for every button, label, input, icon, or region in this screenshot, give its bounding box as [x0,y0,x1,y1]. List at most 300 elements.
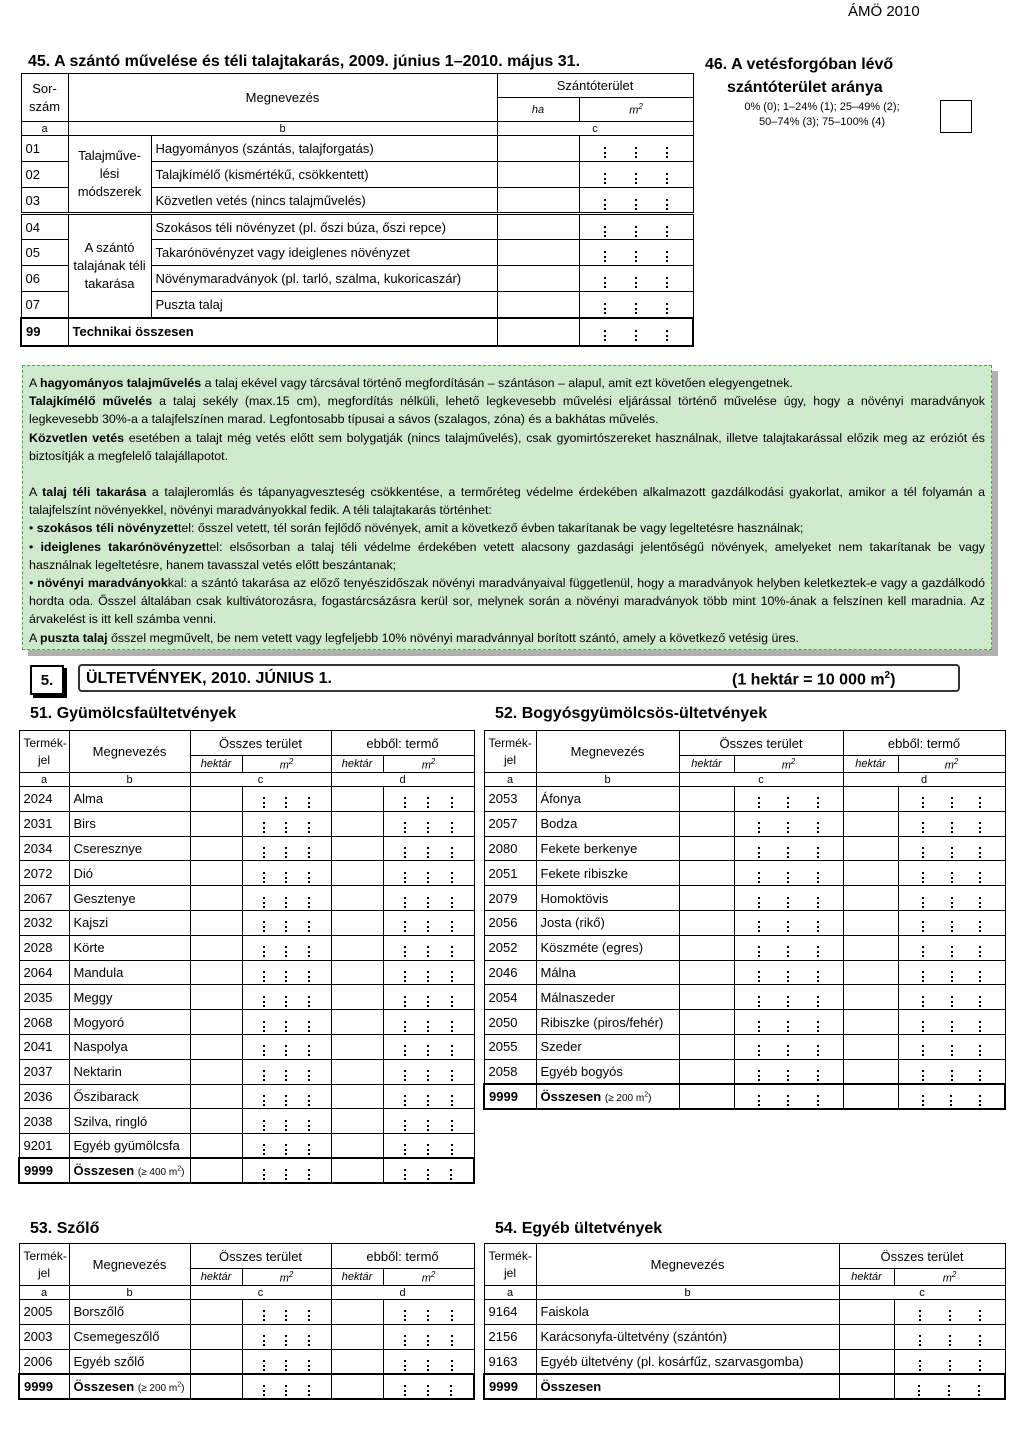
digit-separators [903,1037,1001,1056]
row-code: 03 [21,188,68,214]
hektar-input[interactable] [190,1349,242,1374]
product-name: Csemegeszőlő [69,1324,190,1349]
digit-separators [388,1302,470,1321]
hektar-input[interactable] [331,811,383,836]
m2-input[interactable] [734,787,843,812]
table-row [21,136,693,162]
ha-input[interactable] [497,214,579,240]
product-name: Kajszi [69,910,190,935]
m2-input[interactable] [898,861,1005,886]
hektar-input[interactable] [843,811,898,836]
unit-ha: ha [497,98,579,122]
unit-m2: $m^2$ [734,756,843,773]
unit-hektar: hektár [843,756,898,773]
digit-separators [388,1112,470,1131]
ratio-input-box[interactable] [940,100,972,133]
product-code: 9999 [19,1374,69,1399]
m2-input[interactable] [242,1300,331,1325]
m2-input[interactable] [383,1109,474,1134]
hektar-input[interactable] [679,836,734,861]
row-label: Technikai összesen [68,318,497,346]
hektar-input[interactable] [839,1349,894,1374]
m2-input[interactable] [734,910,843,935]
hektar-input[interactable] [190,1084,242,1109]
digit-separators [903,938,1001,957]
product-name: Dió [69,861,190,886]
m2-input[interactable] [242,861,331,886]
m2-input[interactable] [242,1084,331,1109]
hektar-input[interactable] [190,1109,242,1134]
hektar-input[interactable] [190,1034,242,1059]
product-name: Meggy [69,985,190,1010]
product-code: 2068 [19,1010,69,1035]
hektar-input[interactable] [331,1059,383,1084]
section-45-title: 45. A szántó művelése és téli talajtakarás, 2009. június 1–2010. május 31. [28,53,581,70]
def-maradvanyok: • növényi maradványokkal: a szántó takarása az előző tenyészidőszak növényi maradványaival függetlenül, hogy a maradványok helyben keletkeztek-e vagy a gazdálkodó hordta oda. Ősszel általában csak kultivátorozásra, fogastárcsázásra kerül sor, melynek során a növényi maradványok több mint 10%-ának a felszínen kell maradnia. Az árvakelést is itt kell számba venni. [29,576,985,627]
hektar-input[interactable] [190,935,242,960]
row-label: Közvetlen vetés (nincs talajművelés) [151,188,497,214]
product-name: Gesztenye [69,886,190,911]
col-osszes-terulet: Összes terület [839,1244,1005,1269]
hektar-input[interactable] [331,1109,383,1134]
m2-input[interactable] [734,985,843,1010]
product-code: 2035 [19,985,69,1010]
m2-input[interactable] [383,886,474,911]
hektar-input[interactable] [331,1158,383,1183]
table-row [484,1010,1005,1035]
hektar-input[interactable] [843,960,898,985]
m2-input[interactable] [734,935,843,960]
m2-input[interactable] [383,811,474,836]
hektar-input[interactable] [843,910,898,935]
ha-input[interactable] [497,240,579,266]
digit-separators [584,295,689,314]
m2-input[interactable] [579,292,693,318]
digit-separators [247,963,327,982]
digit-separators [388,1037,470,1056]
product-code: 2080 [484,836,536,861]
def-hagyomanyos: A hagyományos talajművelés a talaj ekével vagy tárcsával történő megfordításán – szántáson – alapul, amit ezt követően elegyengetnek. [29,376,793,390]
hektar-input[interactable] [843,1084,898,1109]
letter-c: c [839,1286,1005,1300]
hektar-input[interactable] [190,1010,242,1035]
section-5-number: 5. [30,665,64,695]
digit-separators [903,839,1001,858]
digit-separators [739,889,839,908]
ha-input[interactable] [497,292,579,318]
letter-b: b [536,1286,839,1300]
hektar-input[interactable] [190,985,242,1010]
m2-input[interactable] [242,985,331,1010]
digit-separators [388,1377,470,1396]
m2-input[interactable] [898,886,1005,911]
m2-input[interactable] [242,1324,331,1349]
product-code: 2054 [484,985,536,1010]
product-name: Szeder [536,1034,679,1059]
product-code: 2156 [484,1324,536,1349]
digit-separators [388,1136,470,1155]
m2-input[interactable] [383,1324,474,1349]
hektar-input[interactable] [190,910,242,935]
product-name: Bodza [536,811,679,836]
hektar-input[interactable] [679,935,734,960]
hektar-input[interactable] [331,836,383,861]
hektar-input[interactable] [843,1034,898,1059]
m2-input[interactable] [898,935,1005,960]
m2-input[interactable] [898,910,1005,935]
hektar-input[interactable] [190,1300,242,1325]
digit-separators [903,963,1001,982]
m2-input[interactable] [734,836,843,861]
hektar-input[interactable] [843,935,898,960]
hektar-input[interactable] [679,1084,734,1109]
product-name: Mandula [69,960,190,985]
m2-input[interactable] [894,1349,1005,1374]
hektar-input[interactable] [679,1010,734,1035]
hektar-input[interactable] [331,1324,383,1349]
row-code: 07 [21,292,68,318]
product-code: 9164 [484,1300,536,1325]
hektar-input[interactable] [331,1349,383,1374]
row-code: 05 [21,240,68,266]
row-code: 02 [21,162,68,188]
digit-separators [247,839,327,858]
hektar-input[interactable] [331,787,383,812]
table-row [19,1010,474,1035]
section-46-legend: 0% (0); 1–24% (1); 25–49% (2); 50–74% (3); 75–100% (4) [744,101,900,128]
digit-separators [739,839,839,858]
m2-input[interactable] [898,1034,1005,1059]
table-row [484,1300,1005,1325]
m2-input[interactable] [898,1010,1005,1035]
digit-separators [247,988,327,1007]
m2-input[interactable] [734,1084,843,1109]
m2-input[interactable] [579,162,693,188]
m2-input[interactable] [383,1300,474,1325]
hektar-input[interactable] [679,910,734,935]
letter-c: c [497,122,693,136]
table-row [19,811,474,836]
product-name: Mogyoró [69,1010,190,1035]
digit-separators [584,218,689,237]
hektar-input[interactable] [843,861,898,886]
m2-input[interactable] [894,1324,1005,1349]
letter-a: a [21,122,68,136]
m2-input[interactable] [242,811,331,836]
product-name: Köszméte (egres) [536,935,679,960]
m2-input[interactable] [242,935,331,960]
m2-input[interactable] [383,1374,474,1399]
product-name: Alma [69,787,190,812]
def-teli-takaras: A talaj téli takarása a talajleromlás és tápanyagveszteség csökkentése, a termőréteg védelme érdekében alkalmazott gazdálkodási gyakorlat, amikor a tél folyamán a talajfelszínt növényekkel, növényi maradványokkal fedik. A téli talajtakarás történhet: [29,485,985,518]
table-54 [483,1243,1006,1400]
hektar-input[interactable] [843,985,898,1010]
m2-input[interactable] [383,935,474,960]
digit-separators [247,1062,327,1081]
digit-separators [247,938,327,957]
hektar-input[interactable] [190,1324,242,1349]
m2-input[interactable] [242,1059,331,1084]
product-name: Körte [69,935,190,960]
ha-input[interactable] [497,266,579,292]
hektar-input[interactable] [331,1374,383,1399]
hektar-input[interactable] [679,985,734,1010]
digit-separators [584,322,689,341]
m2-input[interactable] [734,886,843,911]
m2-input[interactable] [242,787,331,812]
hektar-input[interactable] [190,886,242,911]
m2-input[interactable] [242,1034,331,1059]
m2-input[interactable] [383,1158,474,1183]
letter-d: d [331,773,474,787]
table-row [484,1034,1005,1059]
table-row [19,1084,474,1109]
hektar-input[interactable] [190,861,242,886]
m2-input[interactable] [383,1134,474,1159]
m2-input[interactable] [734,861,843,886]
m2-input[interactable] [242,1374,331,1399]
hektar-input[interactable] [839,1374,894,1399]
row-code: 99 [21,318,68,346]
m2-input[interactable] [383,1059,474,1084]
col-termekjel: Termék- jel [19,1244,69,1286]
digit-separators [903,1062,1001,1081]
section-5-header: ÜLTETVÉNYEK, 2010. JÚNIUS 1. (1 hektár = 10 000 $m^2$) [78,664,960,692]
hektar-input[interactable] [331,935,383,960]
hektar-input[interactable] [839,1300,894,1325]
table-row [19,1109,474,1134]
digit-separators [739,1062,839,1081]
section-54-title: 54. Egyéb ültetvények [495,1220,663,1237]
m2-input[interactable] [579,240,693,266]
digit-separators [584,139,689,158]
m2-input[interactable] [383,1349,474,1374]
ha-input[interactable] [497,136,579,162]
hektar-input[interactable] [190,960,242,985]
table-row [19,1324,474,1349]
m2-input[interactable] [898,1084,1005,1109]
m2-input[interactable] [734,1010,843,1035]
hektar-input[interactable] [190,811,242,836]
hektar-input[interactable] [190,1374,242,1399]
hektar-input[interactable] [843,1059,898,1084]
digit-separators [388,1062,470,1081]
m2-input[interactable] [734,1059,843,1084]
m2-input[interactable] [242,1134,331,1159]
digit-separators [903,988,1001,1007]
hektar-input[interactable] [331,960,383,985]
digit-separators [388,789,470,808]
product-code: 2079 [484,886,536,911]
m2-input[interactable] [242,886,331,911]
m2-input[interactable] [383,985,474,1010]
table-row [484,787,1005,812]
product-name: Cseresznye [69,836,190,861]
hektar-input[interactable] [190,1059,242,1084]
product-code: 2052 [484,935,536,960]
product-code: 9201 [19,1134,69,1159]
m2-input[interactable] [898,811,1005,836]
m2-input[interactable] [894,1374,1005,1399]
hektar-input[interactable] [679,1059,734,1084]
hektar-input[interactable] [190,1134,242,1159]
m2-input[interactable] [383,960,474,985]
hektar-input[interactable] [331,1034,383,1059]
letter-b: b [536,773,679,787]
total-row [19,1158,474,1183]
digit-separators [584,243,689,262]
hektar-input[interactable] [190,1158,242,1183]
hektar-input[interactable] [679,1034,734,1059]
hektar-input[interactable] [331,1134,383,1159]
m2-input[interactable] [383,910,474,935]
digit-separators [388,814,470,833]
m2-input[interactable] [242,960,331,985]
def-szokasos: • szokásos téli növényzettel: ősszel vetett, tél során fejlődő növények, amit a következő évben takarítanak be vagy legeltetésre használnak; [29,521,804,536]
hektar-input[interactable] [190,836,242,861]
hektar-input[interactable] [839,1324,894,1349]
letter-a: a [19,773,69,787]
m2-input[interactable] [579,214,693,240]
digit-separators [903,864,1001,883]
hektar-input[interactable] [843,1010,898,1035]
hektar-input[interactable] [843,836,898,861]
row-label: Takarónövényzet vagy ideiglenes növényzet [151,240,497,266]
table-45 [20,73,694,347]
digit-separators [247,913,327,932]
m2-input[interactable] [383,1084,474,1109]
table-row [19,960,474,985]
m2-input[interactable] [734,811,843,836]
letter-c: c [190,773,331,787]
m2-input[interactable] [242,1010,331,1035]
m2-input[interactable] [898,985,1005,1010]
hektar-input[interactable] [843,886,898,911]
m2-input[interactable] [383,787,474,812]
product-name: Málnaszeder [536,985,679,1010]
product-code: 2072 [19,861,69,886]
product-name: Málna [536,960,679,985]
def-puszta: A puszta talaj ősszel megművelt, be nem vetett vagy legfeljebb 10% növényi maradvánnyal borított szántó, amely a következő vetésig üres. [29,630,800,645]
hektar-input[interactable] [679,811,734,836]
row-code: 01 [21,136,68,162]
col-ebbol-termo: ebből: termő [331,731,474,756]
ha-input[interactable] [497,318,579,346]
digit-separators [388,1013,470,1032]
m2-input[interactable] [898,1059,1005,1084]
ha-input[interactable] [497,162,579,188]
m2-input[interactable] [579,266,693,292]
col-osszes-terulet: Összes terület [679,731,843,756]
unit-hektar: hektár [331,1269,383,1286]
m2-input[interactable] [383,1010,474,1035]
product-code: 2051 [484,861,536,886]
col-megnevezes: Megnevezés [536,731,679,773]
row-code: 06 [21,266,68,292]
m2-input[interactable] [898,836,1005,861]
product-code: 2034 [19,836,69,861]
ha-input[interactable] [497,188,579,214]
digit-separators [739,913,839,932]
hektar-input[interactable] [331,1084,383,1109]
digit-separators [584,191,689,210]
hektar-input[interactable] [679,960,734,985]
digit-separators [584,269,689,288]
table-51 [18,730,475,1184]
unit-hektar: hektár [190,1269,242,1286]
digit-separators [388,1087,470,1106]
letter-b: b [69,773,190,787]
hektar-input[interactable] [679,861,734,886]
m2-input[interactable] [894,1300,1005,1325]
hektar-input[interactable] [331,1300,383,1325]
digit-separators [247,889,327,908]
letter-a: a [484,773,536,787]
digit-separators [739,789,839,808]
letter-d: d [843,773,1005,787]
m2-input[interactable] [579,136,693,162]
product-code: 2041 [19,1034,69,1059]
digit-separators [903,1013,1001,1032]
hektar-input[interactable] [843,787,898,812]
m2-input[interactable] [579,318,693,346]
m2-input[interactable] [898,960,1005,985]
m2-input[interactable] [579,188,693,214]
m2-input[interactable] [383,1034,474,1059]
table-row [19,787,474,812]
m2-input[interactable] [242,836,331,861]
table-row [484,960,1005,985]
digit-separators [739,814,839,833]
digit-separators [899,1377,1001,1396]
m2-input[interactable] [898,787,1005,812]
digit-separators [388,889,470,908]
hektar-input[interactable] [331,985,383,1010]
m2-input[interactable] [383,836,474,861]
hektar-input[interactable] [190,787,242,812]
hektar-input[interactable] [331,861,383,886]
product-name: Szilva, ringló [69,1109,190,1134]
product-name: Összesen (≥ 200 $m^2$) [536,1084,679,1109]
table-row [484,811,1005,836]
col-megnevezes: Megnevezés [536,1244,839,1286]
hektar-input[interactable] [331,910,383,935]
table-row [19,935,474,960]
hektar-input[interactable] [331,886,383,911]
m2-input[interactable] [242,1349,331,1374]
m2-input[interactable] [383,861,474,886]
digit-separators [388,963,470,982]
m2-input[interactable] [734,960,843,985]
row-label: Talajkímélő (kismértékű, csökkentett) [151,162,497,188]
hektar-input[interactable] [679,886,734,911]
digit-separators [903,789,1001,808]
m2-input[interactable] [242,1158,331,1183]
product-name: Karácsonyfa-ültetvény (szántón) [536,1324,839,1349]
unit-m2: $m^2$ [898,756,1005,773]
table-row [484,935,1005,960]
m2-input[interactable] [242,910,331,935]
hektar-input[interactable] [331,1010,383,1035]
hektar-input[interactable] [679,787,734,812]
letter-a: a [19,1286,69,1300]
product-code: 2037 [19,1059,69,1084]
digit-separators [739,1037,839,1056]
digit-separators [899,1327,1001,1346]
m2-input[interactable] [242,1109,331,1134]
product-name: Ribiszke (piros/fehér) [536,1010,679,1035]
m2-input[interactable] [734,1034,843,1059]
